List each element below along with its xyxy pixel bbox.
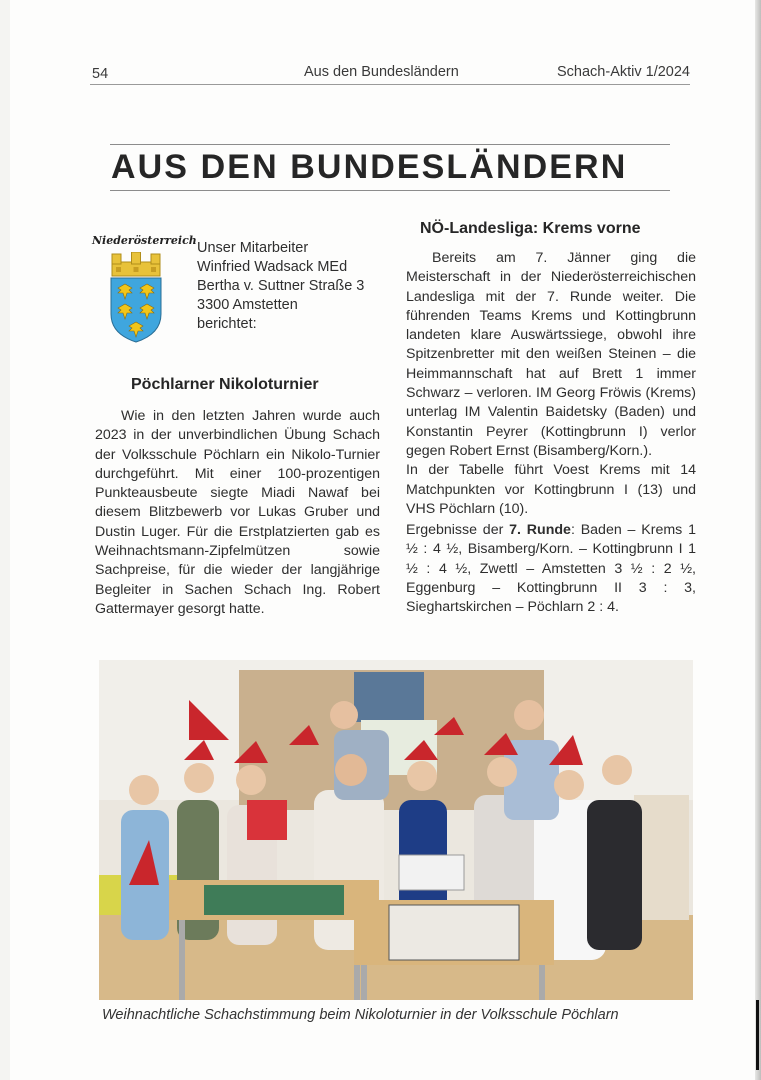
scan-edge-mark: [756, 1000, 759, 1070]
results-text: : Baden – Krems 1 ½ : 4 ½, Bisamberg/Korn. – Kottingbrunn I 1 ½ : 4 ½, Zwettl – Amstetten 3 ½ : 2 ½, Eggenburg – Kottingbrunn II 3 : 3, Sieghartskirchen – Pöchlarn 2 : 4.: [406, 522, 696, 616]
running-header: [92, 63, 690, 85]
article-nikoloturnier-body: [95, 407, 380, 619]
group-photo: [99, 660, 693, 1000]
article-landesliga-body: [406, 249, 696, 618]
article-heading-nikoloturnier: Pöchlarner Nikoloturnier: [131, 376, 319, 393]
byline-line: Winfried Wadsack MEd: [197, 259, 348, 275]
title-rule-top: [110, 144, 670, 145]
article-heading-landesliga: NÖ-Landesliga: Krems vorne: [420, 220, 641, 237]
paragraph: In der Tabelle führt Voest Krems mit 14 Matchpunkten vor Kottingbrunn I (13) und VHS Pöchlarn (10).: [406, 462, 696, 517]
shelf: [634, 795, 689, 920]
section-name: Aus den Bundesländern: [304, 64, 459, 80]
chessboard-poster: [399, 855, 464, 890]
page-number: 54: [92, 66, 109, 82]
byline-line: Unser Mitarbeiter: [197, 240, 309, 256]
results-round: 7. Runde: [509, 522, 571, 539]
paragraph: Wie in den letzten Jahren wurde auch 2023 in der unverbindlichen Übung Schach der Volksschule Pöchlarn ein Nikolo-Turnier durchgeführt. Mit einer 100-prozentigen Punkteausbeute siegte Miadi Nawaf bei diesem Blitzbewerb vor Lukas Gruber und Dustin Luger. Für die Erstplatzierten gab es Weihnachtsmann-Zipfelmützen sowie Sachpreise, für die wieder der langjährige Begleiter in Sachen Schach Ing. Robert Gattermayer gesorgt hatte.: [95, 408, 380, 617]
title-rule-bottom: [110, 190, 670, 191]
magazine-issue: Schach-Aktiv 1/2024: [557, 64, 690, 80]
page-edge: [755, 0, 761, 1080]
photo-caption: Weihnachtliche Schachstimmung beim Nikoloturnier in der Volksschule Pöchlarn: [102, 1007, 619, 1023]
red-book: [247, 800, 287, 840]
paragraph: Bereits am 7. Jänner ging die Meisterschaft in der Niederösterreichischen Landesliga mit der 7. Runde weiter. Die führenden Teams Krems und Kottingbrunn landeten klare Auswärtssiege, obwohl ihre Spitzenbretter mit den weißen Steinen – die Heimmannschaft hat auf Brett 1 immer Schwarz – verloren. IM Georg Fröwis (Krems) unterlag IM Valentin Baidetsky (Baden) und Konstantin Peyrer (Kottingbrunn I) verlor gegen Robert Ernst (Bisamberg/Korn.).: [406, 250, 696, 459]
photo-illustration: [99, 660, 693, 1000]
lower-austria-crest-icon: [108, 252, 164, 344]
header-divider: [90, 84, 690, 85]
page-title: AUS DEN BUNDESLÄNDERN: [111, 148, 628, 186]
byline-line: Bertha v. Suttner Straße 3: [197, 278, 365, 294]
crest-label: Niederösterreich: [92, 234, 197, 247]
results-paragraph: [406, 521, 696, 617]
reporter-byline: [197, 239, 364, 334]
results-prefix: Ergebnisse der: [406, 522, 510, 539]
byline-line: 3300 Amstetten: [197, 297, 298, 313]
crown-icon: [112, 252, 160, 276]
byline-line: berichtet:: [197, 316, 257, 332]
